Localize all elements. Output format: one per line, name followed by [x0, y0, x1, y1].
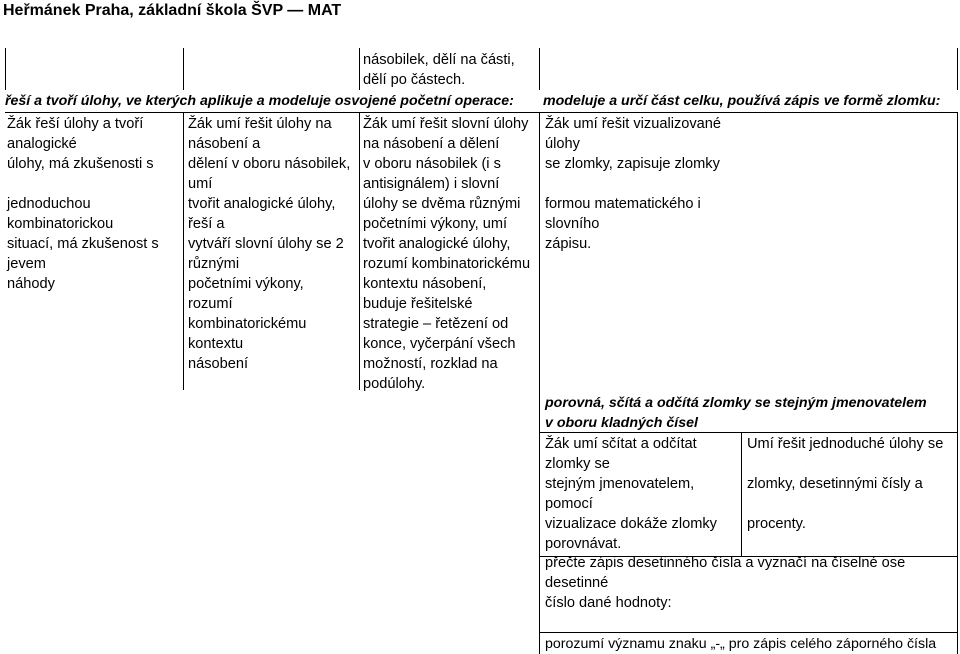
section-heading: v oboru kladných čísel: [545, 415, 698, 431]
col2-line: kontextu: [188, 336, 244, 352]
col3-line: podúlohy.: [363, 376, 426, 392]
col1-line: situací, má zkušenost s: [7, 236, 159, 252]
col3-line: antisignálem) i slovní: [363, 176, 500, 192]
col1-line: kombinatorickou: [7, 216, 114, 232]
col3-line: konce, vyčerpání všech: [363, 336, 516, 352]
section3-line: přečte zápis desetinného čísla a vyznačí na číselné ose: [545, 555, 906, 571]
col3-line: kontextu násobení,: [363, 276, 487, 292]
col3-line: rozumí kombinatorickému: [363, 256, 531, 272]
top-cell-line: dělí po částech.: [363, 72, 466, 88]
section2-col4-line: stejným jmenovatelem,: [545, 476, 695, 492]
col2-line: rozumí: [188, 296, 233, 312]
col4-line: slovního: [545, 216, 600, 232]
col3-line: početními výkony, umí: [363, 216, 508, 232]
section-heading: porovná, sčítá a odčítá zlomky se stejným jmenovatelem: [545, 395, 927, 411]
col1-line: jednoduchou: [7, 196, 91, 212]
section-heading: řeší a tvoří úlohy, ve kterých aplikuje a modeluje osvojené početní operace:: [5, 93, 514, 109]
row-divider: [5, 112, 957, 113]
col4-line: Žák umí řešit vizualizované: [545, 116, 722, 132]
column-divider: [957, 112, 958, 654]
col1-line: jevem: [7, 256, 46, 272]
section2-col4-line: pomocí: [545, 496, 593, 512]
col4-line: zápisu.: [545, 236, 592, 252]
page-title: Heřmánek Praha, základní škola ŠVP — MAT: [3, 2, 342, 19]
column-divider: [539, 112, 540, 654]
col3-line: na násobení a dělení: [363, 136, 500, 152]
top-cell-line: násobilek, dělí na části,: [363, 52, 515, 68]
section2-col4-line: Žák umí sčítat a odčítat: [545, 436, 697, 452]
col2-line: početními výkony,: [188, 276, 304, 292]
col1-line: Žák řeší úlohy a tvoří: [7, 116, 144, 132]
row-divider: [539, 632, 957, 633]
col1-line: analogické: [7, 136, 77, 152]
section4-line: porozumí významu znaku „-„ pro zápis celého záporného čísla: [545, 636, 937, 652]
col3-line: strategie – řetězení od: [363, 316, 509, 332]
col2-line: kombinatorickému: [188, 316, 307, 332]
section2-col4-line: vizualizace dokáže zlomky: [545, 516, 717, 532]
col3-line: úlohy se dvěma různými: [363, 196, 521, 212]
section2-col4-line: zlomky se: [545, 456, 610, 472]
col3-line: Žák umí řešit slovní úlohy: [363, 116, 529, 132]
column-divider: [539, 48, 540, 90]
col2-line: umí: [188, 176, 213, 192]
col3-line: tvořit analogické úlohy,: [363, 236, 511, 252]
col2-line: vytváří slovní úlohy se 2: [188, 236, 344, 252]
col4-line: se zlomky, zapisuje zlomky: [545, 156, 720, 172]
column-divider: [957, 48, 958, 90]
col4-line: formou matematického i: [545, 196, 701, 212]
col1-line: úlohy, má zkušenosti s: [7, 156, 154, 172]
col2-line: násobení a: [188, 136, 261, 152]
col2-line: řeší a: [188, 216, 225, 232]
column-divider: [183, 112, 184, 390]
column-divider: [359, 48, 360, 90]
col3-line: možností, rozklad na: [363, 356, 498, 372]
col3-line: v oboru násobilek (i s: [363, 156, 501, 172]
section2-col5-line: zlomky, desetinnými čísly a: [747, 476, 923, 492]
column-divider: [183, 48, 184, 90]
section-heading: modeluje a určí část celku, používá zápis ve formě zlomku:: [543, 93, 941, 109]
column-divider: [5, 48, 6, 90]
section3-line: desetinné: [545, 575, 609, 591]
col3-line: buduje řešitelské: [363, 296, 473, 312]
col2-line: různými: [188, 256, 240, 272]
col1-line: náhody: [7, 276, 55, 292]
section2-col5-line: Umí řešit jednoduché úlohy se: [747, 436, 944, 452]
col2-line: tvořit analogické úlohy,: [188, 196, 336, 212]
column-divider: [741, 432, 742, 556]
col2-line: dělení v oboru násobilek,: [188, 156, 351, 172]
col4-line: úlohy: [545, 136, 580, 152]
section3-line: číslo dané hodnoty:: [545, 595, 672, 611]
col2-line: Žák umí řešit úlohy na: [188, 116, 332, 132]
section2-col5-line: procenty.: [747, 516, 806, 532]
section2-col4-line: porovnávat.: [545, 536, 622, 552]
column-divider: [359, 112, 360, 390]
col2-line: násobení: [188, 356, 249, 372]
